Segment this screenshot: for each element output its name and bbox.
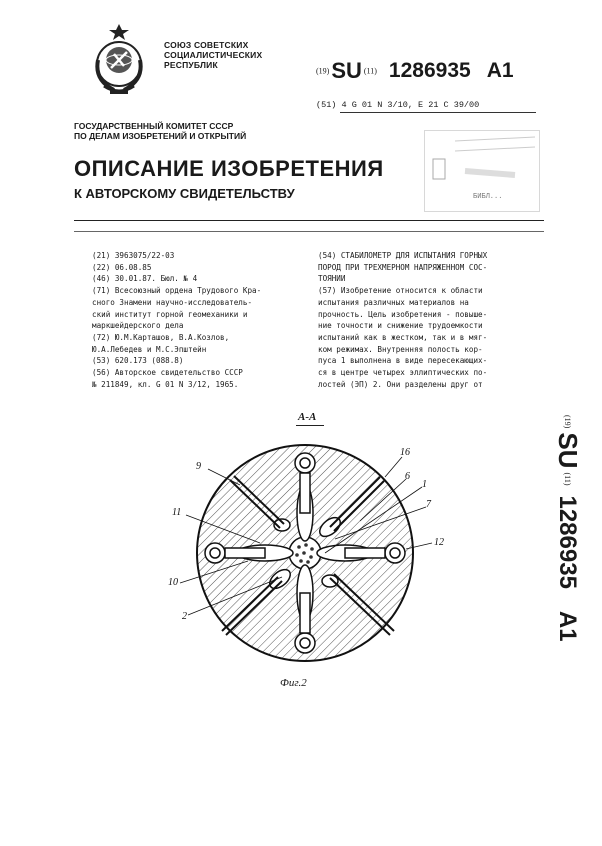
org-line: РЕСПУБЛИК bbox=[164, 60, 218, 70]
side-country-code: SU bbox=[553, 432, 583, 469]
ipc-codes: G 01 N 3/10, E 21 C 39/00 bbox=[351, 100, 480, 110]
biblio-line: № 211849, кл. G 01 N 3/12, 1965. bbox=[92, 379, 239, 389]
abstract-line: ТОЯНИИ bbox=[318, 274, 346, 284]
ussr-emblem-icon bbox=[84, 20, 154, 100]
abstract-line: (54) СТАБИЛОМЕТР ДЛЯ ИСПЫТАНИЯ ГОРНЫХ bbox=[318, 251, 488, 260]
label-10: 10 bbox=[168, 577, 178, 588]
biblio-line: Ю.А.Лебедев и М.С.Эпштейн bbox=[92, 344, 207, 354]
label-9: 9 bbox=[196, 461, 201, 472]
ipc-divider bbox=[340, 112, 536, 113]
figure-caption: Фиг.2 bbox=[280, 677, 307, 689]
committee-name bbox=[74, 121, 246, 141]
biblio-line: ский институт горной геомеханики и bbox=[92, 309, 248, 319]
header-divider-thin bbox=[74, 231, 544, 232]
biblio-line: (46) 30.01.87. Бюл. № 4 bbox=[92, 274, 198, 284]
side-code-11: (11) bbox=[563, 472, 572, 486]
abstract-line: ние точности и снижение трудоемкости bbox=[318, 321, 483, 331]
document-subtitle: К АВТОРСКОМУ СВИДЕТЕЛЬСТВУ bbox=[74, 186, 295, 201]
code-19: (19) bbox=[316, 66, 330, 76]
side-patent-number bbox=[545, 415, 585, 665]
patent-number: 1286935 bbox=[388, 59, 471, 82]
abstract-line: испытаний как в жестком, так и в мяг- bbox=[318, 332, 488, 342]
stabilometer-drawing bbox=[150, 425, 450, 705]
patent-number-row bbox=[316, 58, 514, 82]
section-label: A-A bbox=[298, 411, 317, 423]
abstract-line: испытания различных материалов на bbox=[318, 297, 469, 307]
abstract-line: ся в центре четырех эллиптических по- bbox=[318, 368, 488, 378]
side-number: 1286935 bbox=[554, 495, 582, 589]
side-kind-code: A1 bbox=[554, 610, 582, 642]
committee-line: ПО ДЕЛАМ ИЗОБРЕТЕНИЙ И ОТКРЫТИЙ bbox=[74, 131, 247, 141]
abstract-line: пуса 1 выполнена в виде пересекающих- bbox=[318, 356, 488, 366]
stamp-text: БИБЛ... bbox=[473, 193, 503, 201]
document-title: ОПИСАНИЕ ИЗОБРЕТЕНИЯ bbox=[74, 156, 384, 181]
biblio-line: сного Знамени научно-исследователь- bbox=[92, 297, 253, 307]
code-51: (51) 4 bbox=[316, 100, 347, 110]
code-11: (11) bbox=[363, 66, 377, 76]
abstract-line: ПОРОД ПРИ ТРЕХМЕРНОМ НАПРЯЖЕННОМ СОС- bbox=[318, 262, 488, 272]
biblio-line: (71) Всесоюзный ордена Трудового Кра- bbox=[92, 286, 262, 296]
biblio-line: (56) Авторское свидетельство СССР bbox=[92, 368, 243, 378]
label-2: 2 bbox=[182, 611, 187, 622]
committee-line: ГОСУДАРСТВЕННЫЙ КОМИТЕТ СССР bbox=[74, 121, 234, 131]
label-11: 11 bbox=[172, 507, 182, 518]
biblio-line: маркшейдерского дела bbox=[92, 321, 184, 331]
org-line: СОЮЗ СОВЕТСКИХ bbox=[164, 40, 249, 50]
biblio-line: (21) 3963075/22-03 bbox=[92, 251, 175, 260]
abstract-line: (57) Изобретение относится к области bbox=[318, 286, 483, 296]
abstract-line: лостей (ЭП) 2. Они разделены друг от bbox=[318, 379, 483, 389]
label-6: 6 bbox=[405, 471, 410, 482]
abstract bbox=[318, 250, 548, 390]
biblio-line: (22) 06.08.85 bbox=[92, 262, 152, 272]
side-code-19: (19) bbox=[563, 415, 572, 429]
label-7: 7 bbox=[426, 499, 431, 510]
header-divider bbox=[74, 220, 544, 221]
kind-code: A1 bbox=[486, 59, 514, 82]
country-code: SU bbox=[331, 58, 362, 83]
biblio-line: (53) 620.173 (088.8) bbox=[92, 356, 184, 366]
label-16: 16 bbox=[400, 447, 410, 458]
ipc-classification bbox=[316, 100, 479, 110]
library-stamp bbox=[424, 130, 540, 212]
org-line: СОЦИАЛИСТИЧЕСКИХ bbox=[164, 50, 263, 60]
biblio-line: (72) Ю.М.Карташов, В.А.Козлов, bbox=[92, 332, 230, 342]
label-12: 12 bbox=[434, 537, 444, 548]
label-1: 1 bbox=[422, 479, 427, 490]
org-name bbox=[164, 40, 262, 70]
abstract-line: ком режимах. Внутренняя полость кор- bbox=[318, 344, 483, 354]
bibliographic-data bbox=[92, 250, 314, 390]
abstract-line: прочность. Цель изобретения - повыше- bbox=[318, 309, 488, 319]
